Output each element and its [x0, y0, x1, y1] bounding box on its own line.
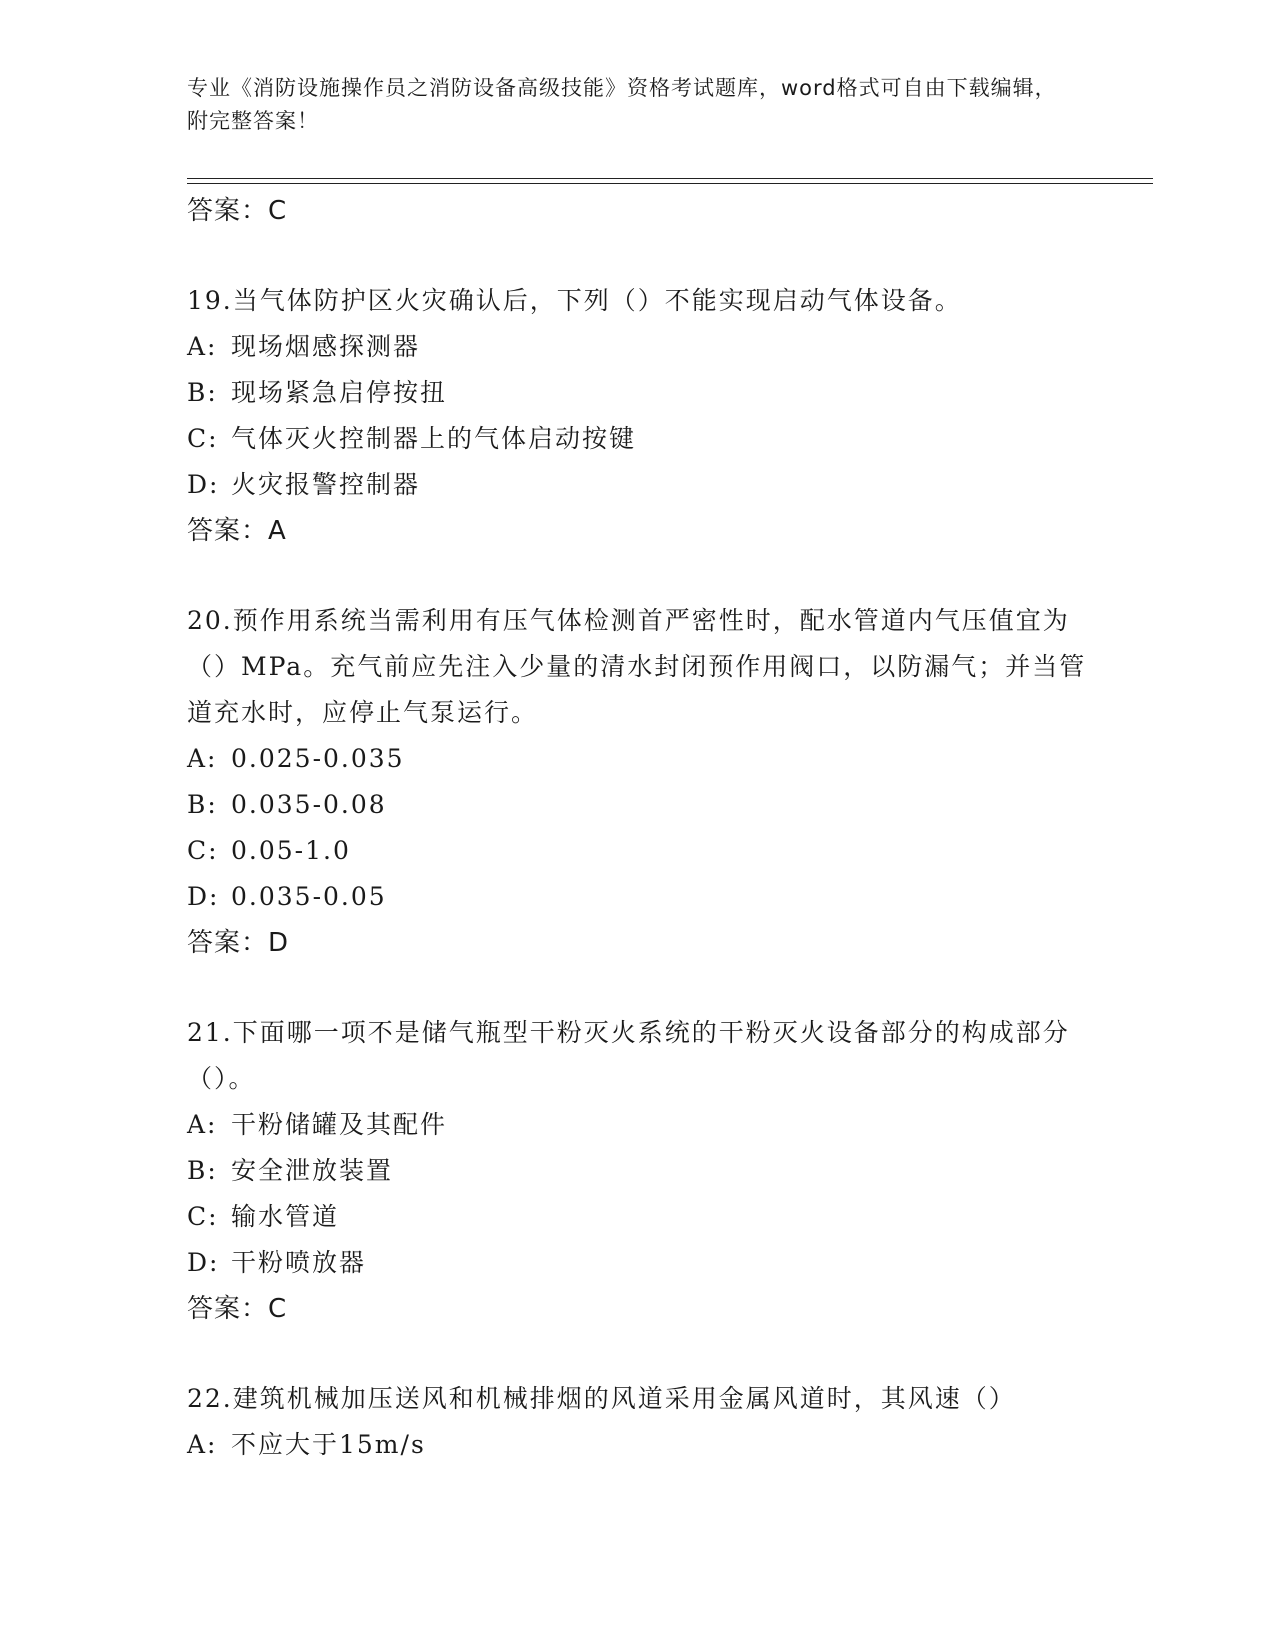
option-text: 0.035-0.05	[231, 882, 387, 911]
option-d	[187, 874, 1087, 920]
question-list	[187, 188, 1087, 1468]
option-a	[187, 324, 1087, 370]
option-key: A:	[187, 1110, 218, 1139]
header-divider-line	[187, 178, 1153, 179]
answer-line: 答案：A	[187, 516, 287, 546]
option-text: 0.05-1.0	[231, 836, 351, 865]
option-key: D:	[187, 882, 220, 911]
option-text: 火灾报警控制器	[231, 470, 421, 499]
option-key: B:	[187, 378, 218, 407]
option-key: D:	[187, 1248, 220, 1277]
option-c	[187, 1194, 1087, 1240]
option-b	[187, 370, 1087, 416]
option-d	[187, 1240, 1087, 1286]
option-key: A:	[187, 744, 218, 773]
header-divider-line	[187, 183, 1153, 184]
option-key: C:	[187, 1202, 219, 1231]
option-text: 安全泄放装置	[231, 1156, 394, 1185]
option-text: 气体灭火控制器上的气体启动按键	[231, 424, 637, 453]
answer-line: 答案：D	[187, 928, 290, 958]
answer-line: 答案：C	[187, 196, 288, 226]
question-item	[187, 1010, 1087, 1332]
option-a	[187, 1422, 1087, 1468]
option-text: 干粉储罐及其配件	[231, 1110, 448, 1139]
option-key: A:	[187, 1430, 218, 1459]
question-stem: 20.预作用系统当需利用有压气体检测首严密性时，配水管道内气压值宜为（）MPa。充气前应先注入少量的清水封闭预作用阀口，以防漏气；并当管道充水时，应停止气泵运行。	[187, 606, 1087, 727]
question-item	[187, 598, 1087, 966]
header-note: 专业《消防设施操作员之消防设备高级技能》资格考试题库，word格式可自由下载编辑，附完整答案！	[187, 76, 1057, 133]
option-a	[187, 736, 1087, 782]
answer-line: 答案：C	[187, 1294, 288, 1324]
option-a	[187, 1102, 1087, 1148]
question-stem: 19.当气体防护区火灾确认后，下列（）不能实现启动气体设备。	[187, 286, 962, 315]
question-item	[187, 1376, 1087, 1468]
option-text: 现场紧急启停按扭	[231, 378, 448, 407]
question-stem: 21.下面哪一项不是储气瓶型干粉灭火系统的干粉灭火设备部分的构成部分（）。	[187, 1018, 1070, 1093]
option-key: C:	[187, 836, 219, 865]
question-stem: 22.建筑机械加压送风和机械排烟的风道采用金属风道时，其风速（）	[187, 1384, 1016, 1413]
option-c	[187, 828, 1087, 874]
option-text: 干粉喷放器	[231, 1248, 367, 1277]
option-text: 现场烟感探测器	[231, 332, 421, 361]
question-item	[187, 278, 1087, 554]
option-c	[187, 416, 1087, 462]
option-key: A:	[187, 332, 218, 361]
option-text: 0.025-0.035	[231, 744, 405, 773]
option-key: B:	[187, 1156, 218, 1185]
option-text: 不应大于15m/s	[231, 1430, 426, 1459]
option-b	[187, 1148, 1087, 1194]
option-key: D:	[187, 470, 220, 499]
option-text: 0.035-0.08	[231, 790, 387, 819]
option-b	[187, 782, 1087, 828]
option-key: B:	[187, 790, 218, 819]
option-d	[187, 462, 1087, 508]
option-text: 输水管道	[231, 1202, 340, 1231]
option-key: C:	[187, 424, 219, 453]
